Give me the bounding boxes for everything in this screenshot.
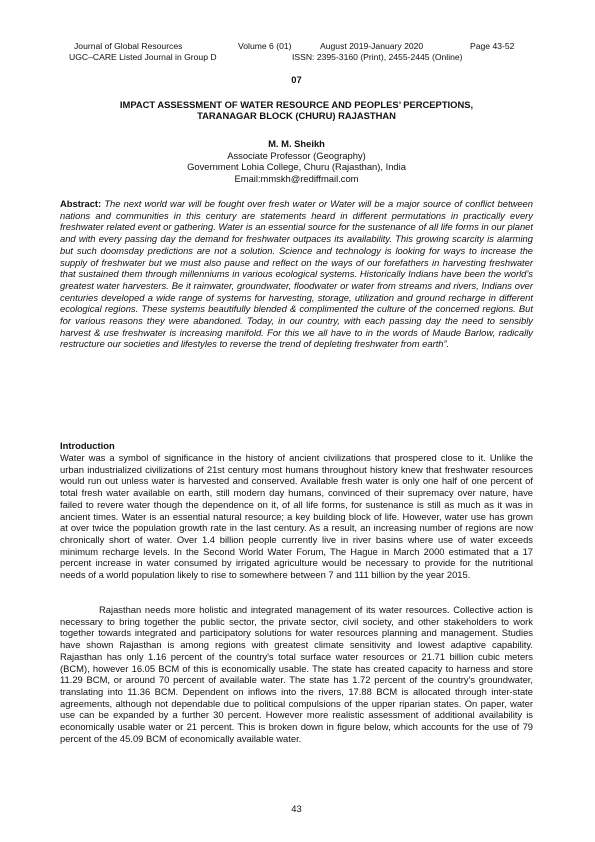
article-number: 07 [291,74,302,85]
page-number: 43 [291,803,302,814]
body-paragraph-2: Rajasthan needs more holistic and integrated management of its water resources. Collective action is necessary to bring together the public sector, the private sector, civil society, and other stakeholders to work together towards integrated and participatory solutions for water resources planning and management. Studies have shown Rajasthan is among regions with greatest climate sensitivity and lowest adaptive capability. Rajasthan has only 1.16 percent of the country's total surface water resources or 21.71 billion cubic meters (BCM), however 16.05 BCM of this is economically usable. The state has created capacity to harness and store 11.29 BCM, or around 70 percent of available water. The state has 1.72 percent of the country's groundwater, translating into 11.36 BCM. Dependent on inflows into the rivers, 17.88 BCM is allocated through inter-state agreements, although not dependable due to political compulsions of the upper riparian states. On paper, water use can be expanded by a further 30 percent. However more realistic assessment of additional availability is economically usable water or 21 percent. This is broken down in figure below, which accounts for the use of 79 percent of the 45.09 BCM of economically available water. [60,604,533,744]
issue-date: August 2019-January 2020 [320,41,424,51]
issn-info: ISSN: 2395-3160 (Print), 2455-2445 (Online) [292,52,463,62]
abstract-label: Abstract: [60,198,102,209]
author-block [60,138,533,185]
section-heading: Introduction [60,440,115,451]
volume-info: Volume 6 (01) [238,41,292,51]
author-email: Email:mmskh@rediffmail.com [234,173,359,185]
article-title [60,99,533,121]
title-line-1: IMPACT ASSESSMENT OF WATER RESOURCE AND PEOPLES’ PERCEPTIONS, [119,99,474,110]
author-name: M. M. Sheikh [268,138,325,149]
journal-name: Journal of Global Resources [74,41,183,51]
body-paragraph-1: Water was a symbol of significance in the history of ancient civilizations that prospered close to it. Unlike the urban industrialized civilizations of 21st century most humans throughout history knew that freshwater resources would run out unless water is harvested and conserved. Available fresh water is only one half of one percent of total fresh water available on earth, still modern day humans, convinced of their supremacy over nature, have failed to revere water though the dependence on it, of all life forms, for sustenance is still as much as it was in ancient times. Water is an essential natural resource; a key building block of life. However, water use has grown at over twice the population growth rate in the last century. As a result, an increasing number of regions are now chronically short of water. Over 1.4 billion people currently live in river basins where use of water exceeds minimum recharge levels. In the Second World Water Forum, The Hague in March 2000 estimated that a 17 percent increase in water consumed by irrigated agriculture would be necessary to provide for the nutritional needs of a world population likely to rise to somewhere between 7 and 111 billion by the year 2015. [60,452,533,581]
abstract-text: The next world war will be fought over fresh water or Water will be a major source of conflict between nations and communities in this century are statements heard in different permutations in practically every freshwater related event or gathering. Water is an essential source for the sustenance of all life forms in our planet and with every passing day the demand for freshwater outpaces its availability. This growing scarcity is alarming but such doomsday predictions are not a solution. Science and technology is looking for ways to increase the supply of freshwater but we must also pause and reflect on the ways of our forefathers in harvesting freshwater that sustained them through millenniums in various ecological systems. Historically Indians have been the world’s greatest water harvesters. Be it rainwater, groundwater, floodwater or water from streams and rivers, Indians over centuries developed a wide range of systems for harvesting, storage, utilization and ground recharge in different ecological regions. These systems beautifully blended & complimented the culture of the concerned regions. But for various reasons they were abandoned. Today, in our country, with each passing day the need to sensibly harvest & use freshwater is increasing manifold. For this we all have to in the words of Maude Barlow, radically restructure our societies and lifestyles to reverse the trend of depleting freshwater from earth”. [60,198,533,350]
abstract [60,198,533,350]
author-position: Associate Professor (Geography) [227,149,366,161]
ugc-listing: UGC–CARE Listed Journal in Group D [69,52,217,62]
title-line-2: TARANAGAR BLOCK (CHURU) RAJASTHAN [197,110,396,121]
page-range: Page 43-52 [470,41,515,51]
author-affiliation: Government Lohia College, Churu (Rajasthan), India [187,161,406,173]
